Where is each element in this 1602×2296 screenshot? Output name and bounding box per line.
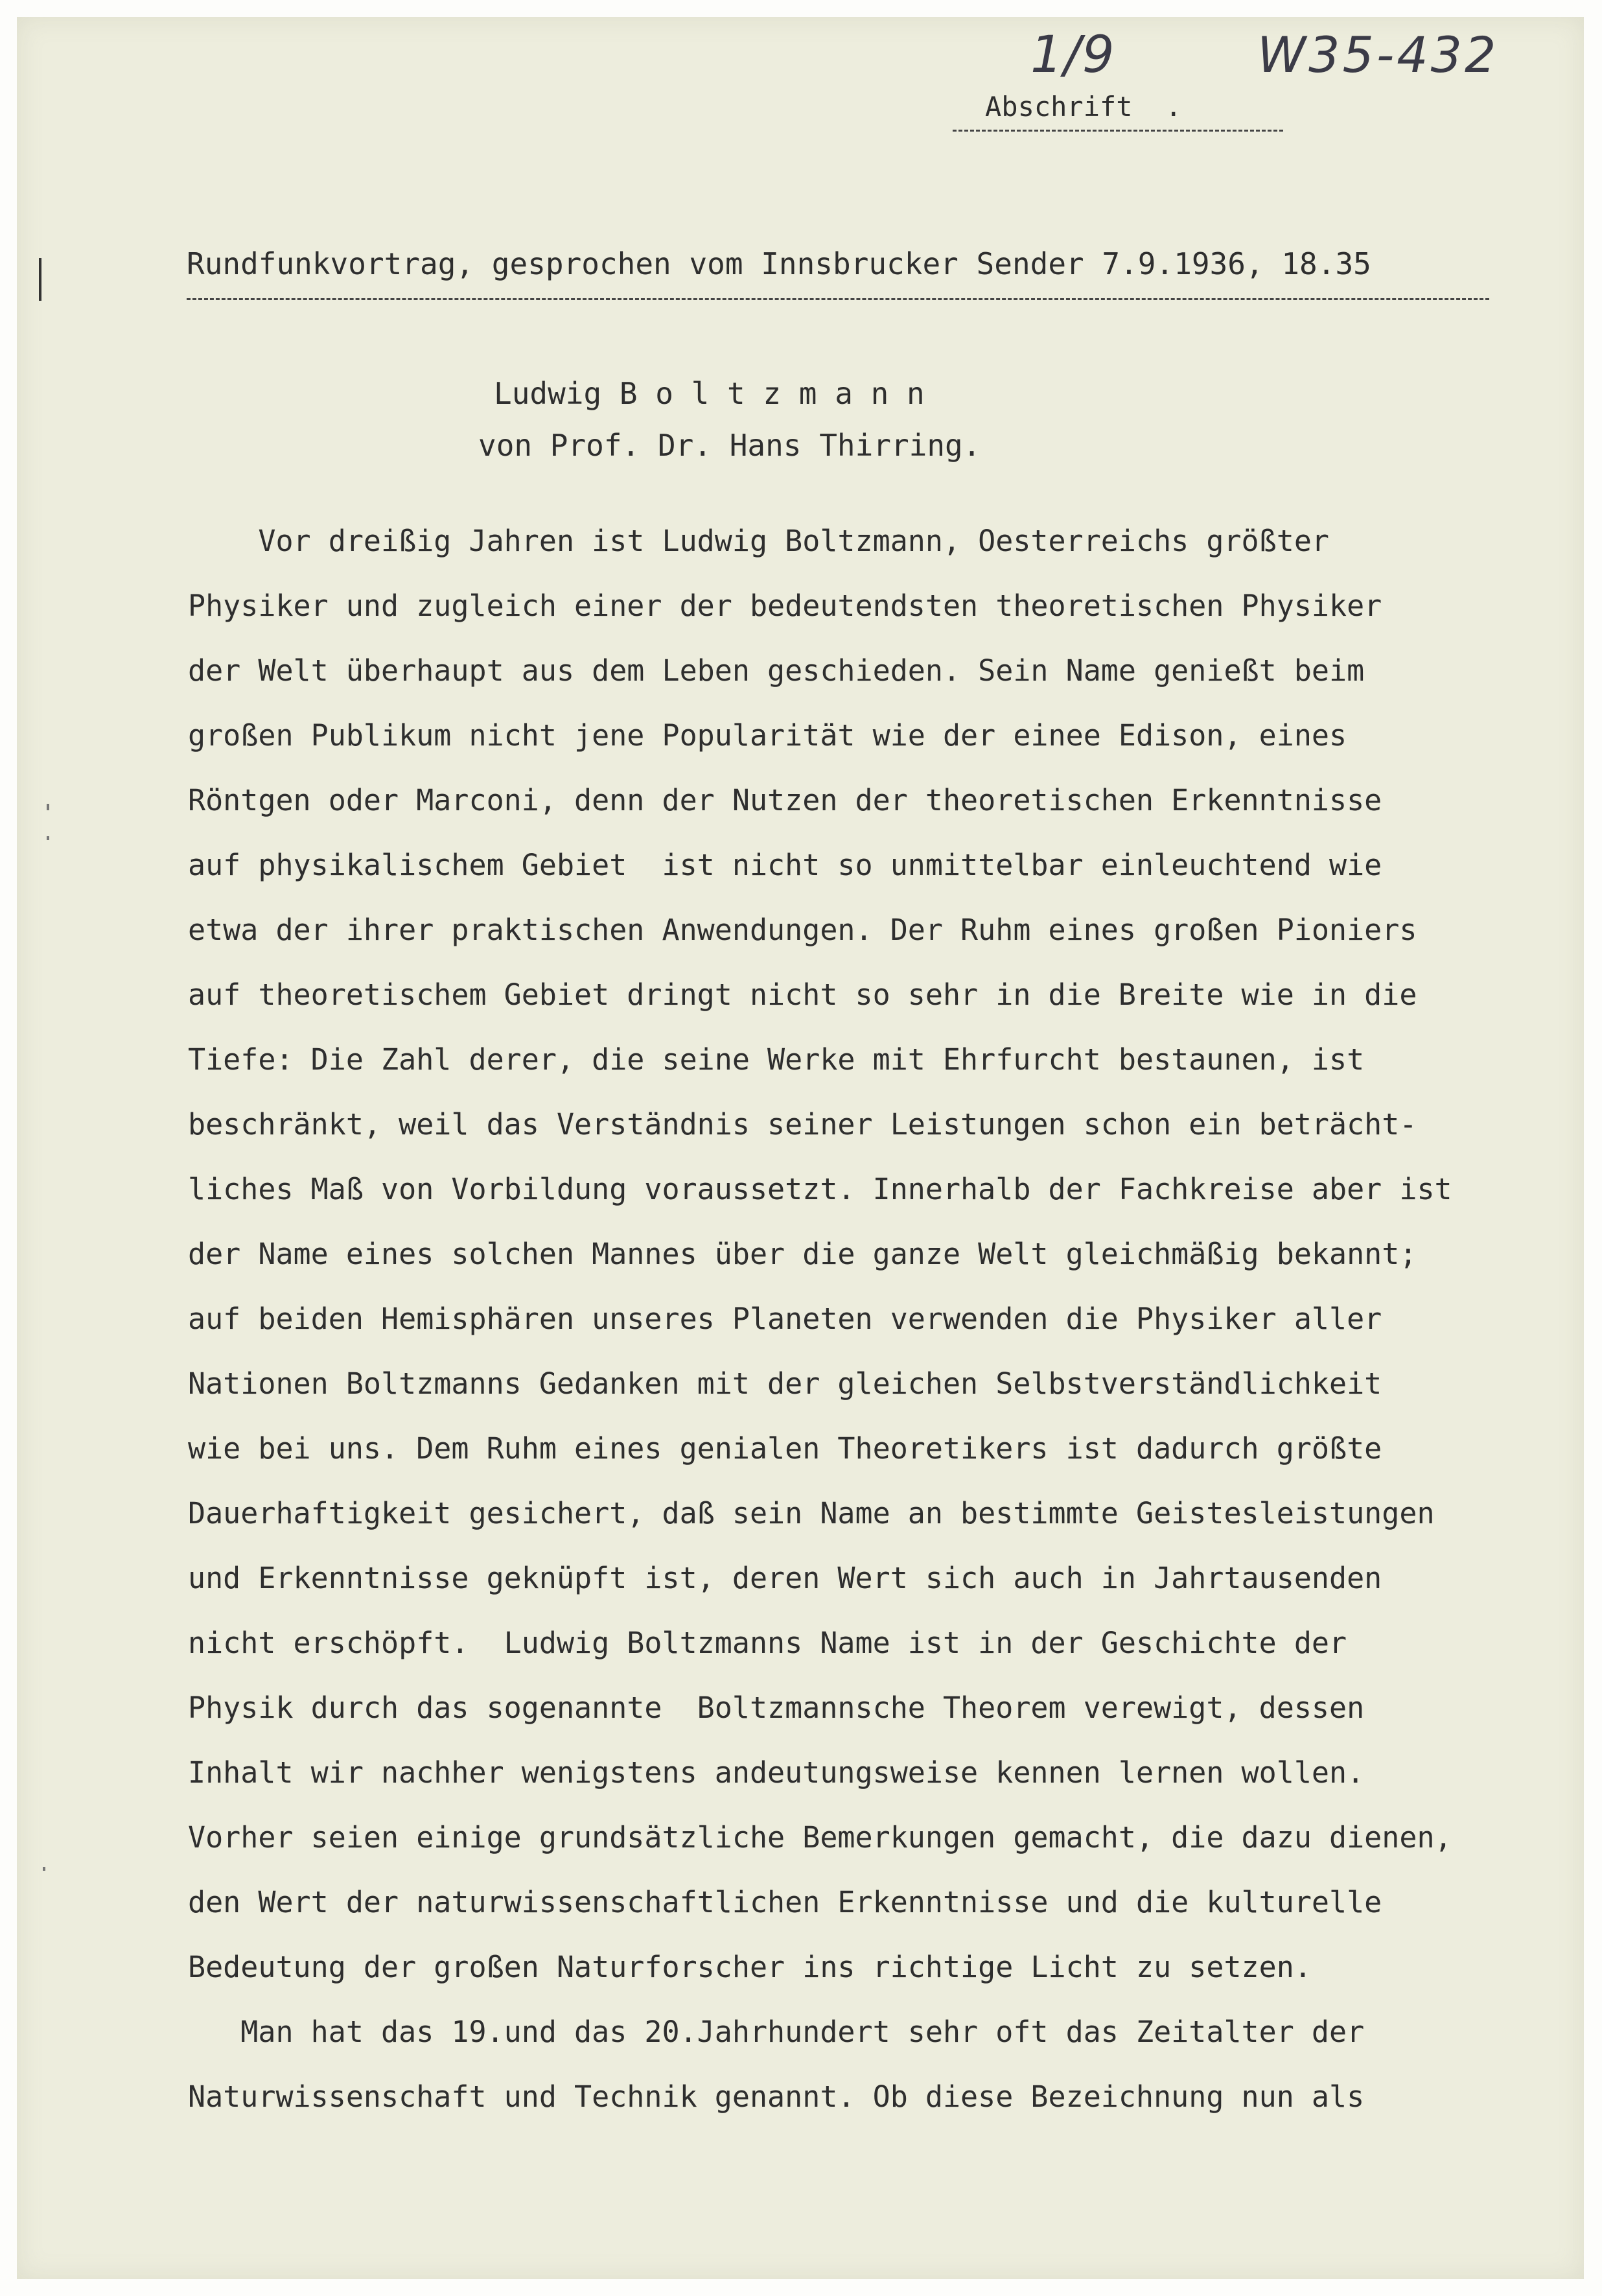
lecture-author: von Prof. Dr. Hans Thirring.: [478, 428, 981, 463]
body-line: der Name eines solchen Mannes über die ganze Welt gleichmäßig bekannt;: [188, 1237, 1417, 1271]
body-line: Man hat das 19.und das 20.Jahrhundert sehr oft das Zeitalter der: [188, 2015, 1365, 2049]
body-line: Röntgen oder Marconi, denn der Nutzen der theoretischen Erkenntnisse: [188, 783, 1382, 817]
margin-speck: [43, 1867, 45, 1871]
lecture-title: Ludwig B o l t z m a n n: [494, 376, 925, 411]
margin-speck: [47, 804, 49, 810]
abschrift-label: Abschrift .: [985, 91, 1182, 123]
body-line: großen Publikum nicht jene Popularität wie der einee Edison, eines: [188, 718, 1347, 753]
body-line: Vorher seien einige grundsätzliche Bemerkungen gemacht, die dazu dienen,: [188, 1820, 1452, 1855]
body-line: auf theoretischem Gebiet dringt nicht so sehr in die Breite wie in die: [188, 978, 1417, 1012]
handwritten-page-number: 1/9: [1030, 26, 1116, 84]
body-line: Naturwissenschaft und Technik genannt. Ob diese Bezeichnung nun als: [188, 2079, 1365, 2114]
margin-mark: [39, 258, 41, 301]
subtitle-underline: [187, 298, 1489, 300]
body-line: Physiker und zugleich einer der bedeutendsten theoretischen Physiker: [188, 589, 1382, 623]
body-line: auf physikalischem Gebiet ist nicht so unmittelbar einleuchtend wie: [188, 848, 1382, 882]
body-line: Nationen Boltzmanns Gedanken mit der gleichen Selbstverständlichkeit: [188, 1366, 1382, 1401]
broadcast-subtitle: Rundfunkvortrag, gesprochen vom Innsbrucker Sender 7.9.1936, 18.35: [187, 246, 1371, 281]
body-line: und Erkenntnisse geknüpft ist, deren Wert sich auch in Jahrtausenden: [188, 1561, 1382, 1595]
body-line: Vor dreißig Jahren ist Ludwig Boltzmann, Oesterreichs größter: [188, 524, 1329, 558]
body-line: nicht erschöpft. Ludwig Boltzmanns Name ist in der Geschichte der: [188, 1626, 1347, 1660]
body-line: Physik durch das sogenannte Boltzmannsche Theorem verewigt, dessen: [188, 1691, 1365, 1725]
body-line: wie bei uns. Dem Ruhm eines genialen Theoretikers ist dadurch größte: [188, 1431, 1382, 1466]
body-line: beschränkt, weil das Verständnis seiner Leistungen schon ein beträcht-: [188, 1107, 1417, 1142]
body-line: Tiefe: Die Zahl derer, die seine Werke mit Ehrfurcht bestaunen, ist: [188, 1042, 1365, 1077]
body-line: auf beiden Hemisphären unseres Planeten verwenden die Physiker aller: [188, 1302, 1382, 1336]
margin-speck: [47, 836, 49, 840]
body-line: der Welt überhaupt aus dem Leben geschieden. Sein Name genießt beim: [188, 653, 1365, 688]
body-line: etwa der ihrer praktischen Anwendungen. Der Ruhm eines großen Pioniers: [188, 913, 1417, 947]
paper-sheet: [17, 17, 1584, 2279]
abschrift-underline: [953, 130, 1283, 132]
body-line: liches Maß von Vorbildung voraussetzt. Innerhalb der Fachkreise aber ist: [188, 1172, 1452, 1206]
body-line: den Wert der naturwissenschaftlichen Erkenntnisse und die kulturelle: [188, 1885, 1382, 1919]
body-line: Dauerhaftigkeit gesichert, daß sein Name an bestimmte Geistesleistungen: [188, 1496, 1435, 1530]
body-line: Inhalt wir nachher wenigstens andeutungsweise kennen lernen wollen.: [188, 1755, 1365, 1790]
handwritten-archive-id: W35-432: [1257, 26, 1499, 84]
body-line: Bedeutung der großen Naturforscher ins richtige Licht zu setzen.: [188, 1950, 1312, 1984]
